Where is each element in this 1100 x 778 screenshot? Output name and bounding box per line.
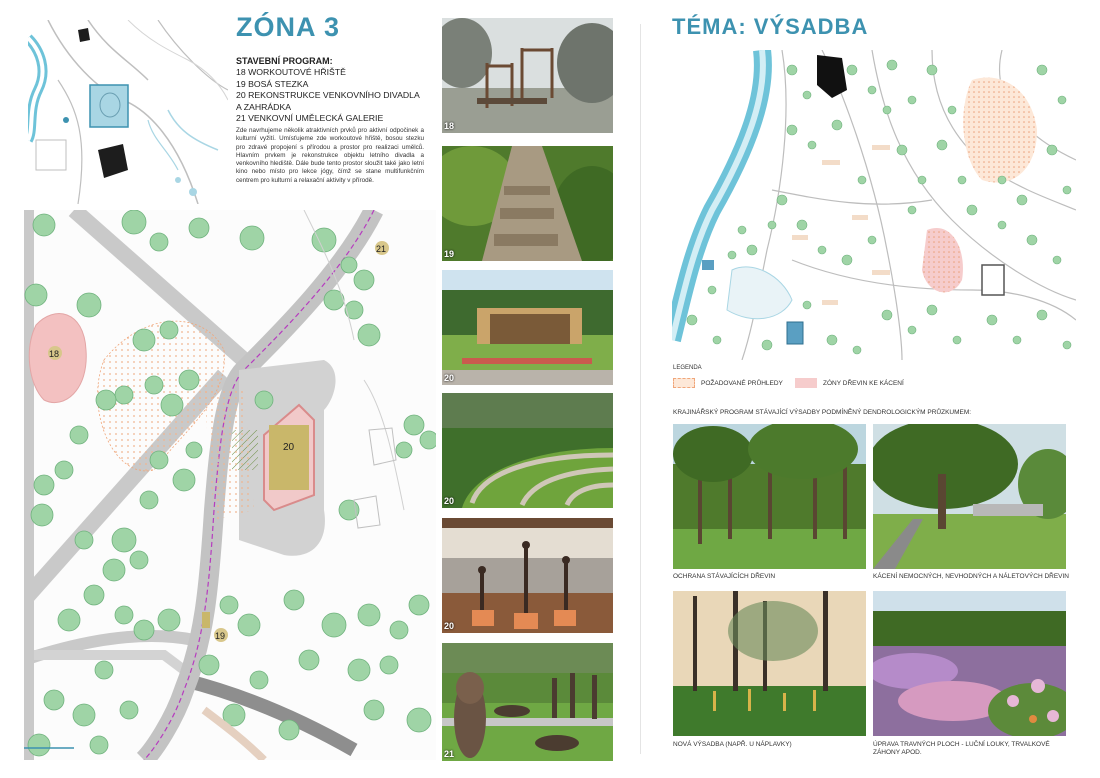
plan-marker-19: 19 (215, 631, 226, 641)
photo-protect-trees (673, 424, 866, 569)
photo-label: 21 (444, 749, 455, 759)
zone-description: Zde navrhujeme několik atraktivních prvků pro aktivní odpočinek a kulturní vyžití. Umísťujeme zde workoutové hřiště, bosou stezku pro zdravé propojení s přírodou a prostor pro realizaci umělců. Hlavním prvkem je rekonstrukce objektu letního divadla a venkovního hlediště. Dále bude tento prostor sloužit také jako letní kino nebo místo pro lekce jógy, čímž se stane multifunkčním centrem pro kulturní a relaxační aktivity v přírodě. (236, 127, 424, 184)
photo-workout-playground (442, 18, 613, 133)
photo-new-planting (673, 591, 866, 736)
legend-label-cutting: ZÓNY DŘEVIN KE KÁCENÍ (823, 379, 904, 387)
zone-plan (24, 210, 436, 760)
photo-label: 20 (444, 373, 455, 383)
photo-summer-theatre (442, 270, 613, 385)
page-divider (640, 24, 641, 754)
program-item-workout: 18 WORKOUTOVÉ HŘIŠTĚ (236, 67, 346, 78)
photo-meadow (873, 591, 1066, 736)
legend-title: LEGENDA (673, 365, 702, 371)
photo-yoga-pavilion (442, 518, 613, 633)
photo-tree-removal (873, 424, 1066, 569)
legend-swatch-cutting (795, 378, 817, 388)
program-item-theatre: 20 REKONSTRUKCE VENKOVNÍHO DIVADLA A ZAHRÁDKA (236, 90, 420, 112)
caption-protect-trees: OCHRANA STÁVAJÍCÍCH DŘEVIN (673, 573, 776, 580)
program-item-barefoot-trail: 19 BOSÁ STEZKA (236, 78, 309, 89)
photo-label: 20 (444, 496, 455, 506)
photo-label: 20 (444, 621, 455, 631)
theme-title: TÉMA: VÝSADBA (672, 14, 869, 39)
photo-label: 18 (444, 121, 455, 131)
legend-item-views (673, 378, 783, 388)
plan-marker-20: 20 (283, 442, 295, 453)
photo-barefoot-trail (442, 146, 613, 261)
zone-title: ZÓNA 3 (236, 12, 341, 42)
building-program (236, 56, 424, 124)
caption-meadow: ÚPRAVA TRAVNÝCH PLOCH - LUČNÍ LOUKY, TRVALKOVÉ ZÁHONY APOD. (873, 741, 1050, 756)
site-location-map (28, 20, 228, 204)
program-heading: STAVEBNÍ PROGRAM: (236, 56, 333, 66)
legend-label-views: POŽADOVANÉ PRŮHLEDY (701, 379, 783, 387)
legend-item-cutting (795, 378, 904, 388)
photo-label: 19 (444, 249, 455, 259)
photo-amphitheatre (442, 393, 613, 508)
planting-map (672, 50, 1076, 360)
caption-new-planting: NOVÁ VÝSADBA (NAPŘ. U NÁPLAVKY) (673, 741, 792, 748)
section-heading: KRAJINÁŘSKÝ PROGRAM STÁVAJÍCÍ VÝSADBY PODMÍNĚNÝ DENDROLOGICKÝM PRŮZKUMEM: (673, 409, 972, 416)
plan-marker-21: 21 (376, 244, 387, 254)
program-item-gallery: 21 VENKOVNÍ UMĚLECKÁ GALERIE (236, 113, 384, 124)
caption-tree-removal: KÁCENÍ NEMOCNÝCH, NEVHODNÝCH A NÁLETOVÝCH DŘEVIN (873, 573, 1069, 580)
plan-marker-18: 18 (49, 349, 60, 359)
photo-outdoor-gallery (442, 643, 613, 761)
legend-swatch-views (673, 378, 695, 388)
